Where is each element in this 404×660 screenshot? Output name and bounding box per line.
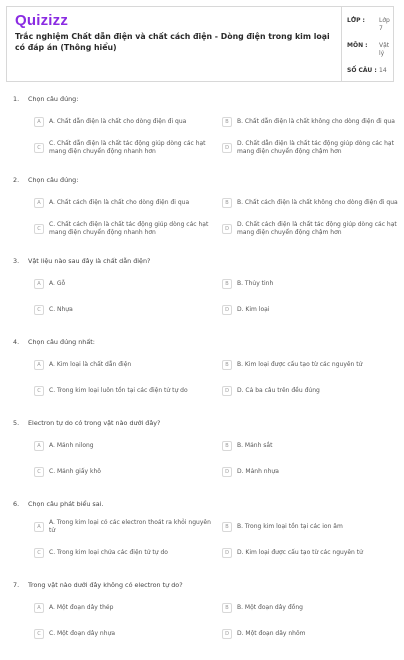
question-number: 2. [13,176,20,184]
option-letter-box: D [222,224,232,234]
answer-option[interactable] [222,543,404,563]
option-letter-box: B [222,198,232,208]
question-text: Chọn câu đúng nhất: [28,338,95,346]
header-divider [341,7,342,81]
answer-option[interactable] [34,462,216,482]
question-header [6,255,394,267]
option-text: D. Kim loại [237,306,270,314]
answer-option[interactable] [222,300,404,320]
answer-option[interactable] [222,436,404,456]
option-text: C. Nhựa [49,306,73,314]
answer-option[interactable] [222,193,404,213]
option-letter-box: C [34,143,44,153]
option-letter-box: C [34,629,44,639]
answer-option[interactable] [222,517,404,537]
option-letter-box: B [222,117,232,127]
grade-value: Lớp 7 [379,17,390,33]
option-letter-box: D [222,467,232,477]
option-text: B. Chất dẫn điện là chất không cho dòng điện đi qua [237,118,395,126]
option-text: D. Cả ba câu trên đều đúng [237,387,320,395]
question-item [6,498,394,563]
option-text: B. Chất cách điện là chất không cho dòng điện đi qua [237,199,398,207]
question-number: 5. [13,419,20,427]
option-letter-box: B [222,603,232,613]
question-header [6,417,394,429]
question-text: Vật liệu nào sau đây là chất dẫn điện? [28,257,151,265]
question-item [6,93,394,158]
option-text: C. Một đoạn dây nhựa [49,630,116,638]
option-text: A. Kim loại là chất dẫn điện [49,361,132,369]
option-letter-box: D [222,629,232,639]
question-item [6,579,394,644]
option-letter-box: C [34,224,44,234]
answer-option[interactable] [34,274,216,294]
option-text: D. Một đoạn dây nhôm [237,630,306,638]
answer-option[interactable] [34,598,216,618]
answer-option[interactable] [222,138,404,158]
grade-label: LỚP : [347,17,365,24]
option-letter-box: B [222,441,232,451]
option-text: C. Trong kim loại chứa các điện tử tự do [49,549,168,557]
option-letter-box: B [222,360,232,370]
option-letter-box: D [222,386,232,396]
option-letter-box: A [34,522,44,532]
worksheet-header [6,6,394,82]
question-text: Trong vật nào dưới đây không có electron tự do? [28,581,183,589]
subject-value: Vật lý [379,42,390,58]
option-letter-box: D [222,305,232,315]
answer-option[interactable] [34,112,216,132]
answer-option[interactable] [222,219,404,239]
option-text: B. Thủy tinh [237,280,274,288]
answer-option[interactable] [222,381,404,401]
question-header [6,93,394,105]
question-item [6,417,394,482]
answer-options [6,436,394,482]
answer-option[interactable] [222,624,404,644]
option-text: D. Chất dẫn điện là chất tác động giúp dòng các hạt mang điện chuyển động chậm hơn [237,140,394,155]
option-letter-box: D [222,548,232,558]
question-number: 1. [13,95,20,103]
answer-option[interactable] [34,193,216,213]
option-text: C. Mảnh giấy khô [49,468,101,476]
question-header [6,498,394,510]
option-letter-box: D [222,143,232,153]
quizizz-logo: Quizizz [15,12,69,29]
answer-option[interactable] [222,112,404,132]
option-text: D. Mảnh nhựa [237,468,279,476]
option-letter-box: A [34,117,44,127]
answer-option[interactable] [34,517,216,537]
answer-option[interactable] [34,543,216,563]
answer-option[interactable] [34,355,216,375]
option-letter-box: A [34,360,44,370]
answer-option[interactable] [34,138,216,158]
question-text: Chọn câu phát biểu sai. [28,500,104,508]
option-text: C. Trong kim loại luôn tồn tại các điện tử tự do [49,387,188,395]
question-number: 6. [13,500,20,508]
option-text: A. Chất cách điện là chất cho dòng điện đi qua [49,199,190,207]
question-text: Chọn câu đúng: [28,176,79,184]
answer-option[interactable] [222,462,404,482]
question-text: Electron tự do có trong vật nào dưới đây? [28,419,161,427]
question-number: 4. [13,338,20,346]
option-letter-box: C [34,386,44,396]
answer-options [6,274,394,320]
question-header [6,174,394,186]
answer-options [6,193,398,239]
question-header [6,336,394,348]
question-list [6,93,398,660]
answer-option[interactable] [34,436,216,456]
question-number: 3. [13,257,20,265]
question-count-label: SỐ CÂU : [347,67,377,74]
option-letter-box: C [34,548,44,558]
option-text: A. Mảnh nilong [49,442,94,450]
answer-option[interactable] [222,355,404,375]
option-text: A. Một đoạn dây thép [49,604,114,612]
option-text: B. Một đoạn dây đồng [237,604,303,612]
option-letter-box: A [34,198,44,208]
answer-options [6,598,394,644]
subject-label: MÔN : [347,42,368,49]
question-item [6,255,394,320]
answer-option[interactable] [34,624,216,644]
answer-options [6,112,394,158]
option-text: C. Chất cách điện là chất tác động giúp dòng các hạt mang điện chuyển động nhanh hơn [49,221,209,236]
answer-options [6,517,394,563]
worksheet-title: Trắc nghiệm Chất dẫn điện và chất cách điện - Dòng điện trong kim loại có đáp án (Thông hiểu) [15,32,330,52]
option-text: C. Chất dẫn điện là chất tác động giúp dòng các hạt mang điện chuyển động nhanh hơn [49,140,206,155]
option-text: A. Gỗ [49,280,66,288]
option-letter-box: A [34,603,44,613]
option-text: B. Mảnh sắt [237,442,273,450]
answer-option[interactable] [222,274,404,294]
option-text: B. Trong kim loại tồn tại các ion âm [237,523,343,531]
option-text: A. Trong kim loại có các electron thoát ra khỏi nguyên tử [49,519,211,534]
option-letter-box: B [222,279,232,289]
answer-option[interactable] [34,381,216,401]
option-text: B. Kim loại được cấu tạo từ các nguyên tử [237,361,363,369]
question-text: Chọn câu đúng: [28,95,79,103]
answer-option[interactable] [34,300,216,320]
option-text: D. Kim loại được cấu tạo từ các nguyên tử [237,549,363,557]
option-letter-box: A [34,279,44,289]
question-item [6,174,398,239]
answer-options [6,355,394,401]
question-header [6,579,394,591]
option-text: D. Chất cách điện là chất tác động giúp dòng các hạt mang điện chuyển động chậm hơn [237,221,397,236]
answer-option[interactable] [222,598,404,618]
option-letter-box: A [34,441,44,451]
question-item [6,336,394,401]
option-letter-box: C [34,305,44,315]
question-number: 7. [13,581,20,589]
option-letter-box: C [34,467,44,477]
option-text: A. Chất dẫn điện là chất cho dòng điện đi qua [49,118,187,126]
option-letter-box: B [222,522,232,532]
answer-option[interactable] [34,219,216,239]
question-count-value: 14 [379,67,387,74]
